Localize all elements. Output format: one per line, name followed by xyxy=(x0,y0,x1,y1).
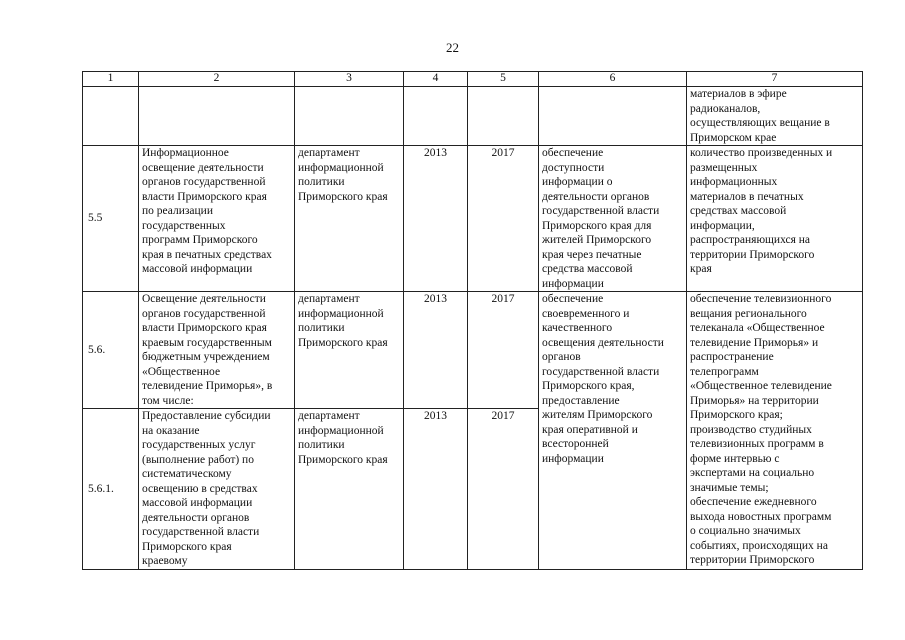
page-number: 22 xyxy=(446,40,459,55)
cell-expected-result: обеспечение своевременного и качественного освещения деятельности органов государственной власти Приморского края, предоставление жителям Приморского края оперативной и всесторонней информации xyxy=(539,292,687,570)
cell-executor: департамент информационной политики Приморского края xyxy=(295,146,404,292)
cell-item-number: 5.6.1. xyxy=(83,409,139,570)
cell-indicator: материалов в эфире радиоканалов, осуществляющих вещание в Приморском крае xyxy=(687,87,863,146)
table-header-row xyxy=(83,72,863,87)
cell-empty xyxy=(539,87,687,146)
cell-start-year: 2013 xyxy=(404,409,468,570)
header-cell: 2 xyxy=(139,72,295,87)
header-cell: 3 xyxy=(295,72,404,87)
cell-executor: департамент информационной политики Приморского края xyxy=(295,409,404,570)
cell-indicator: количество произведенных и размещенных информационных материалов в печатных средствах массовой информации, распространяющихся на территории Приморского края xyxy=(687,146,863,292)
table-row-continuation xyxy=(83,87,863,146)
cell-empty xyxy=(404,87,468,146)
cell-end-year: 2017 xyxy=(468,409,539,570)
cell-empty xyxy=(139,87,295,146)
cell-activity-name: Освещение деятельности органов государственной власти Приморского края краевым государственным бюджетным учреждением «Общественное телевидение Приморья», в том числе: xyxy=(139,292,295,409)
cell-end-year: 2017 xyxy=(468,292,539,409)
table-row-5-6 xyxy=(83,292,863,409)
cell-indicator: обеспечение телевизионного вещания регионального телеканала «Общественное телевидение Приморья» и распространение телепрограмм «Общественное телевидение Приморья» на территории Приморского края; производство студийных телевизионных программ в форме интервью с экспертами на социально значимые темы; обеспечение ежедневного выхода новостных программ о социально значимых событиях, происходящих на территории Приморского xyxy=(687,292,863,570)
header-cell: 6 xyxy=(539,72,687,87)
cell-empty xyxy=(468,87,539,146)
header-cell: 1 xyxy=(83,72,139,87)
cell-activity-name: Предоставление субсидии на оказание государственных услуг (выполнение работ) по систематическому освещению в средствах массовой информации деятельности органов государственной власти Приморского края краевому xyxy=(139,409,295,570)
program-table xyxy=(82,71,863,570)
cell-start-year: 2013 xyxy=(404,146,468,292)
cell-empty xyxy=(83,87,139,146)
cell-expected-result: обеспечение доступности информации о деятельности органов государственной власти Приморского края для жителей Приморского края через печатные средства массовой информации xyxy=(539,146,687,292)
cell-end-year: 2017 xyxy=(468,146,539,292)
cell-item-number: 5.5 xyxy=(83,146,139,292)
cell-executor: департамент информационной политики Приморского края xyxy=(295,292,404,409)
header-cell: 4 xyxy=(404,72,468,87)
cell-empty xyxy=(295,87,404,146)
cell-start-year: 2013 xyxy=(404,292,468,409)
header-cell: 7 xyxy=(687,72,863,87)
table-row-5-5 xyxy=(83,146,863,292)
cell-item-number: 5.6. xyxy=(83,292,139,409)
header-cell: 5 xyxy=(468,72,539,87)
cell-activity-name: Информационное освещение деятельности органов государственной власти Приморского края по реализации государственных программ Приморского края в печатных средствах массовой информации xyxy=(139,146,295,292)
